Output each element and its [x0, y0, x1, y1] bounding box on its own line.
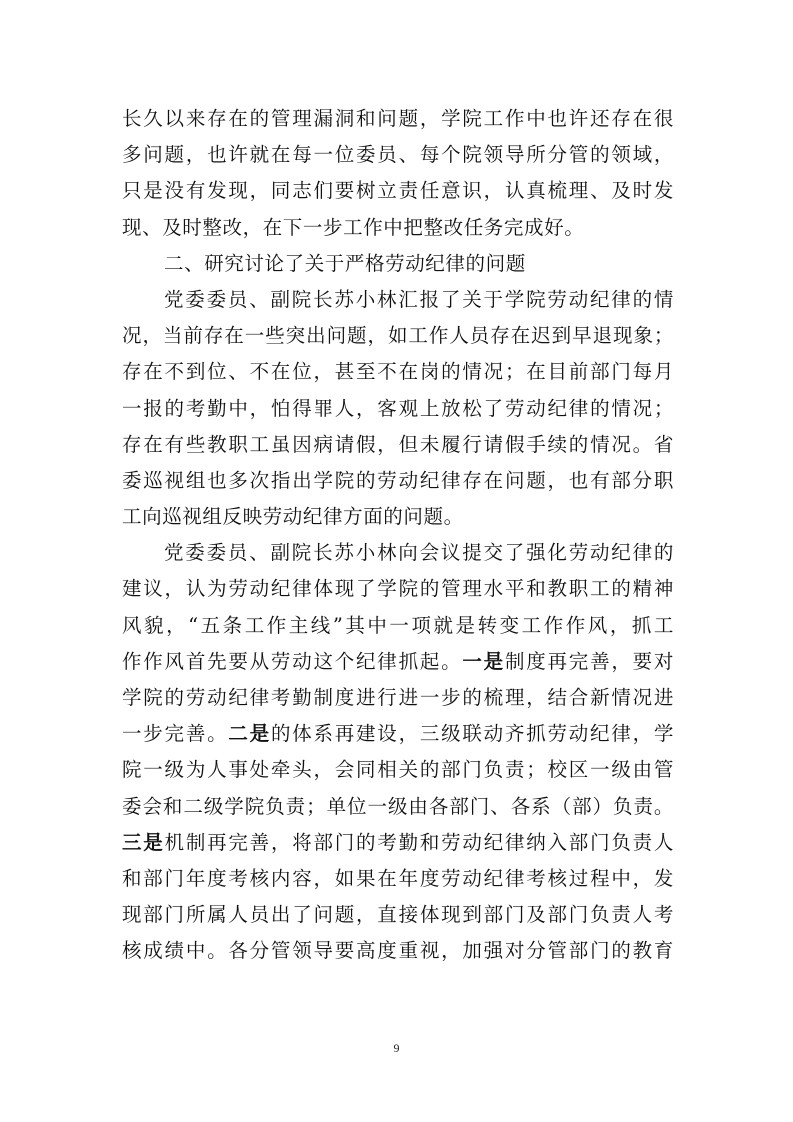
- paragraph-3-line-11: 现部门所属人员出了问题，直接体现到部门及部门负责人考: [122, 903, 674, 927]
- paragraph-3-line-8: 委会和二级学院负责；单位一级由各部门、各系（部）负责。: [122, 794, 674, 818]
- paragraph-2-line-4: 一报的考勤中，怕得罪人，客观上放松了劳动纪律的情况；: [122, 396, 674, 420]
- paragraph-3-line-4-after: 制度再完善，要对: [504, 649, 674, 673]
- paragraph-1-line-1: 长久以来存在的管理漏洞和问题，学院工作中也许还存在很: [122, 107, 674, 130]
- paragraph-3-line-6-before: 一步完善。: [122, 722, 229, 746]
- paragraph-3-line-10: 和部门年度考核内容，如果在年度劳动纪律考核过程中，发: [122, 866, 674, 890]
- paragraph-3-line-12: 核成绩中。各分管领导要高度重视，加强对分管部门的教育: [122, 939, 674, 963]
- paragraph-3-line-4-before: 作作风首先要从劳动这个纪律抓起。: [122, 649, 463, 673]
- paragraph-1-line-3: 只是没有发现，同志们要树立责任意识，认真梳理、及时发: [122, 179, 674, 203]
- section-heading: 二、研究讨论了关于严格劳动纪律的问题: [164, 251, 526, 275]
- body-text: [122, 101, 674, 970]
- paragraph-2-line-5: 存在有些教职工虽因病请假，但未履行请假手续的情况。省: [122, 432, 674, 456]
- third-point-label: 三是: [122, 830, 165, 854]
- paragraph-2-line-3: 存在不到位、不在位，甚至不在岗的情况；在目前部门每月: [122, 360, 674, 384]
- paragraph-3-line-1: 党委委员、副院长苏小林向会议提交了强化劳动纪律的: [164, 541, 674, 565]
- paragraph-3-line-7: 院一级为人事处牵头，会同相关的部门负责；校区一级由管: [122, 758, 674, 782]
- paragraph-3-line-3: 风貌，“五条工作主线”其中一项就是转变工作作风，抓工: [122, 613, 674, 637]
- first-point-label: 一是: [462, 649, 505, 673]
- paragraph-3-line-4: [122, 644, 674, 680]
- paragraph-3-line-9-after: 机制再完善，将部门的考勤和劳动纪律纳入部门负责人: [164, 830, 675, 854]
- paragraph-2-line-7: 工向巡视组反映劳动纪律方面的问题。: [122, 505, 464, 529]
- paragraph-3-line-2: 建议，认为劳动纪律体现了学院的管理水平和教职工的精神: [122, 577, 674, 601]
- paragraph-3-line-9: [122, 825, 674, 861]
- page-number: 9: [393, 1041, 400, 1055]
- paragraph-2-line-6: 委巡视组也多次指出学院的劳动纪律存在问题，也有部分职: [122, 468, 674, 492]
- paragraph-1-line-4: 现、及时整改，在下一步工作中把整改任务完成好。: [122, 215, 585, 239]
- second-point-label: 二是: [228, 722, 271, 746]
- paragraph-1-line-2: 多问题，也许就在每一位委员、每个院领导所分管的领域，: [122, 143, 674, 167]
- paragraph-2-line-2: 况，当前存在一些突出问题，如工作人员存在迟到早退现象；: [122, 324, 674, 348]
- paragraph-2-line-1: 党委委员、副院长苏小林汇报了关于学院劳动纪律的情: [164, 287, 674, 311]
- paragraph-3-line-5: 学院的劳动纪律考勤制度进行进一步的梳理，结合新情况进: [122, 686, 674, 709]
- paragraph-3-line-6-after: 的体系再建设，三级联动齐抓劳动纪律，学: [270, 722, 674, 746]
- paragraph-3-line-6: [122, 716, 674, 752]
